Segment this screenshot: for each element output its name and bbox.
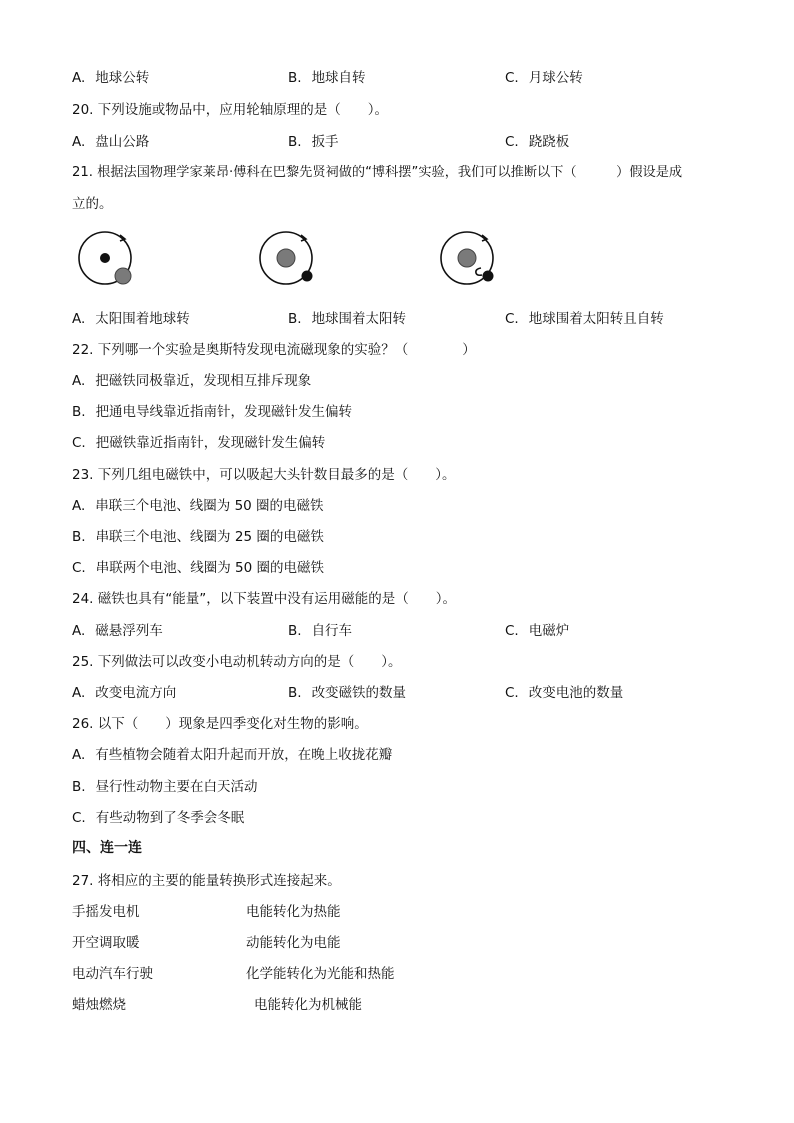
option-text: 盘山公路 bbox=[95, 134, 150, 150]
q26-option-b bbox=[72, 775, 258, 795]
q19-option-a bbox=[72, 66, 149, 86]
option-text: 把通电导线靠近指南针，发现磁针发生偏转 bbox=[95, 404, 353, 420]
option-label: A. bbox=[72, 311, 86, 327]
q26-stem: 26. 以下（ ）现象是四季变化对生物的影响。 bbox=[72, 716, 368, 732]
option-label: C. bbox=[505, 685, 519, 701]
option-text: 磁悬浮列车 bbox=[95, 623, 163, 639]
option-text: 把磁铁靠近指南针，发现磁针发生偏转 bbox=[95, 435, 326, 451]
option-text: 地球自转 bbox=[311, 70, 366, 86]
option-text: 串联三个电池、线圈为 50 圈的电磁铁 bbox=[95, 498, 324, 514]
option-text: 月球公转 bbox=[528, 70, 583, 86]
option-text: 太阳围着地球转 bbox=[95, 311, 190, 327]
option-label: C. bbox=[72, 810, 86, 826]
q19-option-c bbox=[505, 66, 583, 86]
option-label: A. bbox=[72, 134, 86, 150]
option-text: 扳手 bbox=[311, 134, 339, 150]
option-text: 地球围着太阳转且自转 bbox=[528, 311, 664, 327]
q21-option-a bbox=[72, 307, 190, 327]
option-text: 改变磁铁的数量 bbox=[311, 685, 407, 701]
option-label: C. bbox=[505, 134, 519, 150]
match-left-item: 开空调取暖 bbox=[72, 935, 140, 951]
q21-stem-line2: 立的。 bbox=[72, 196, 113, 212]
option-label: B. bbox=[288, 623, 302, 639]
section-heading: 四、连一连 bbox=[72, 840, 142, 856]
orbit-diagram-c bbox=[437, 228, 501, 292]
q23-option-c bbox=[72, 556, 324, 576]
option-text: 有些动物到了冬季会冬眠 bbox=[95, 810, 245, 826]
sun-circle bbox=[277, 249, 295, 267]
option-label: A. bbox=[72, 373, 86, 389]
option-text: 改变电流方向 bbox=[95, 685, 177, 701]
q25-option-a bbox=[72, 681, 176, 701]
q26-option-a bbox=[72, 743, 392, 763]
option-text: 跷跷板 bbox=[528, 134, 570, 150]
option-label: B. bbox=[288, 70, 302, 86]
option-label: A. bbox=[72, 747, 86, 763]
q20-option-c bbox=[505, 130, 569, 150]
option-label: A. bbox=[72, 498, 86, 514]
match-left-item: 蜡烛燃烧 bbox=[72, 997, 126, 1013]
q22-option-c bbox=[72, 431, 325, 451]
q20-stem: 20. 下列设施或物品中，应用轮轴原理的是（ ）。 bbox=[72, 102, 389, 118]
option-label: C. bbox=[505, 311, 519, 327]
option-label: C. bbox=[72, 435, 86, 451]
q24-stem: 24. 磁铁也具有“能量”，以下装置中没有运用磁能的是（ ）。 bbox=[72, 591, 456, 607]
match-left-item: 电动汽车行驶 bbox=[72, 966, 153, 982]
q25-stem: 25. 下列做法可以改变小电动机转动方向的是（ ）。 bbox=[72, 654, 402, 670]
option-text: 改变电池的数量 bbox=[528, 685, 624, 701]
q23-option-a bbox=[72, 494, 324, 514]
q23-option-b bbox=[72, 525, 324, 545]
q21-option-b bbox=[288, 307, 406, 327]
q26-option-c bbox=[72, 806, 244, 826]
match-right-item: 动能转化为电能 bbox=[246, 935, 341, 951]
option-label: B. bbox=[288, 685, 302, 701]
q19-option-b bbox=[288, 66, 366, 86]
q22-stem: 22. 下列哪一个实验是奥斯特发现电流磁现象的实验？（ ） bbox=[72, 342, 476, 358]
sun-circle bbox=[458, 249, 476, 267]
match-right-item: 化学能转化为光能和热能 bbox=[246, 966, 395, 982]
option-label: B. bbox=[72, 404, 86, 420]
q24-option-b bbox=[288, 619, 352, 639]
orbit-diagram-b bbox=[256, 228, 320, 292]
option-label: C. bbox=[505, 70, 519, 86]
option-label: B. bbox=[288, 311, 302, 327]
earth-dot bbox=[302, 271, 313, 282]
option-text: 把磁铁同极靠近，发现相互排斥现象 bbox=[95, 373, 312, 389]
earth-dot bbox=[483, 271, 494, 282]
orbit-diagram-a bbox=[76, 228, 140, 292]
q24-option-a bbox=[72, 619, 163, 639]
option-text: 昼行性动物主要在白天活动 bbox=[95, 779, 258, 795]
q22-option-b bbox=[72, 400, 352, 420]
option-text: 有些植物会随着太阳升起而开放，在晚上收拢花瓣 bbox=[95, 747, 393, 763]
q21-option-c bbox=[505, 307, 664, 327]
q21-stem-line1: 21. 根据法国物理学家莱昂·傅科在巴黎先贤祠做的“博科摆”实验，我们可以推断以下（ ）假设是成 bbox=[72, 165, 683, 180]
match-right-item: 电能转化为机械能 bbox=[254, 997, 362, 1013]
option-label: A. bbox=[72, 70, 86, 86]
option-text: 地球围着太阳转 bbox=[311, 311, 407, 327]
q24-option-c bbox=[505, 619, 569, 639]
q27-stem: 27. 将相应的主要的能量转换形式连接起来。 bbox=[72, 873, 341, 889]
match-left-item: 手摇发电机 bbox=[72, 904, 140, 920]
option-label: C. bbox=[505, 623, 519, 639]
q20-option-a bbox=[72, 130, 149, 150]
q25-option-c bbox=[505, 681, 623, 701]
option-label: A. bbox=[72, 623, 86, 639]
option-text: 串联三个电池、线圈为 25 圈的电磁铁 bbox=[95, 529, 324, 545]
q25-option-b bbox=[288, 681, 406, 701]
match-right-item: 电能转化为热能 bbox=[246, 904, 341, 920]
option-label: B. bbox=[72, 779, 86, 795]
q23-stem: 23. 下列几组电磁铁中，可以吸起大头针数目最多的是（ ）。 bbox=[72, 467, 456, 483]
q20-option-b bbox=[288, 130, 339, 150]
option-text: 地球公转 bbox=[95, 70, 150, 86]
option-label: A. bbox=[72, 685, 86, 701]
q22-option-a bbox=[72, 369, 311, 389]
earth-dot bbox=[100, 253, 110, 263]
rotation-arrow-icon bbox=[476, 268, 482, 275]
option-label: B. bbox=[72, 529, 86, 545]
option-text: 串联两个电池、线圈为 50 圈的电磁铁 bbox=[95, 560, 324, 576]
option-label: C. bbox=[72, 560, 86, 576]
option-label: B. bbox=[288, 134, 302, 150]
sun-circle bbox=[115, 268, 131, 284]
option-text: 自行车 bbox=[311, 623, 353, 639]
option-text: 电磁炉 bbox=[528, 623, 570, 639]
